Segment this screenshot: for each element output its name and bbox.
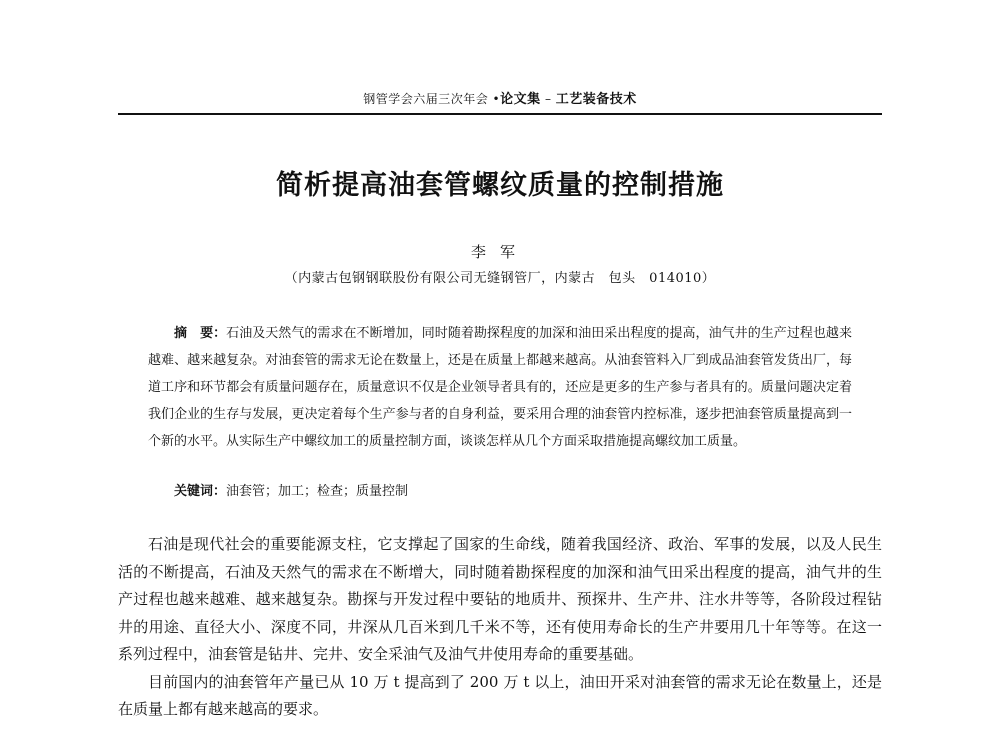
- header-collection: 论文集: [500, 92, 541, 107]
- keywords-label: 关键词：: [174, 484, 227, 499]
- keywords-text: 油套管；加工；检查；质量控制: [226, 484, 409, 499]
- body-paragraph: 石油是现代社会的重要能源支柱，它支撑起了国家的生命线，随着我国经济、政治、军事的发展，以及人民生活的不断提高，石油及天然气的需求在不断增大，同时随着勘探程度的加深和油气田采出程度的提高，油气井的生产过程也越来越难、越来越复杂。勘探与开发过程中要钻的地质井、预探井、生产井、注水井等等，各阶段过程钻井的用途、直径大小、深度不同，井深从几百米到几千米不等，还有使用寿命长的生产井要用几十年等等。在这一系列过程中，油套管是钻井、完井、安全采油气及油气井使用寿命的重要基础。: [118, 535, 882, 663]
- header-rule: [118, 113, 882, 115]
- abstract-text: 石油及天然气的需求在不断增加，同时随着勘探程度的加深和油田采出程度的提高，油气井的生产过程也越来越难、越来越复杂。对油套管的需求无论在数量上，还是在质量上都越来越高。从油套管料入厂到成品油套管发货出厂，每道工序和环节都会有质量问题存在，质量意识不仅是企业领导者具有的，还应是更多的生产参与者具有的。质量问题决定着我们企业的生存与发展，更决定着每个生产参与者的自身利益，要采用合理的油套管内控标准，逐步把油套管质量提高到一个新的水平。从实际生产中螺纹加工的质量控制方面，谈谈怎样从几个方面采取措施提高螺纹加工质量。: [148, 326, 852, 449]
- article-title: 简析提高油套管螺纹质量的控制措施: [276, 170, 724, 201]
- body-paragraph: 目前国内的油套管年产量已从 10 万 t 提高到了 200 万 t 以上，油田开采对油套管的需求无论在数量上，还是在质量上都有越来越高的要求。: [118, 672, 882, 718]
- author-name: 李军: [470, 243, 529, 261]
- body-text: [118, 531, 882, 724]
- header-separator: –: [540, 92, 556, 106]
- header-section: 工艺装备技术: [555, 92, 637, 107]
- running-header: [118, 88, 882, 110]
- author-affiliation: （内蒙古包钢钢联股份有限公司无缝钢管厂，内蒙古 包头 014010）: [284, 271, 716, 286]
- abstract: [148, 320, 852, 455]
- abstract-label: 摘 要：: [174, 326, 227, 341]
- keywords: [148, 481, 852, 503]
- header-series: 钢管学会六届三次年会 •: [363, 92, 501, 106]
